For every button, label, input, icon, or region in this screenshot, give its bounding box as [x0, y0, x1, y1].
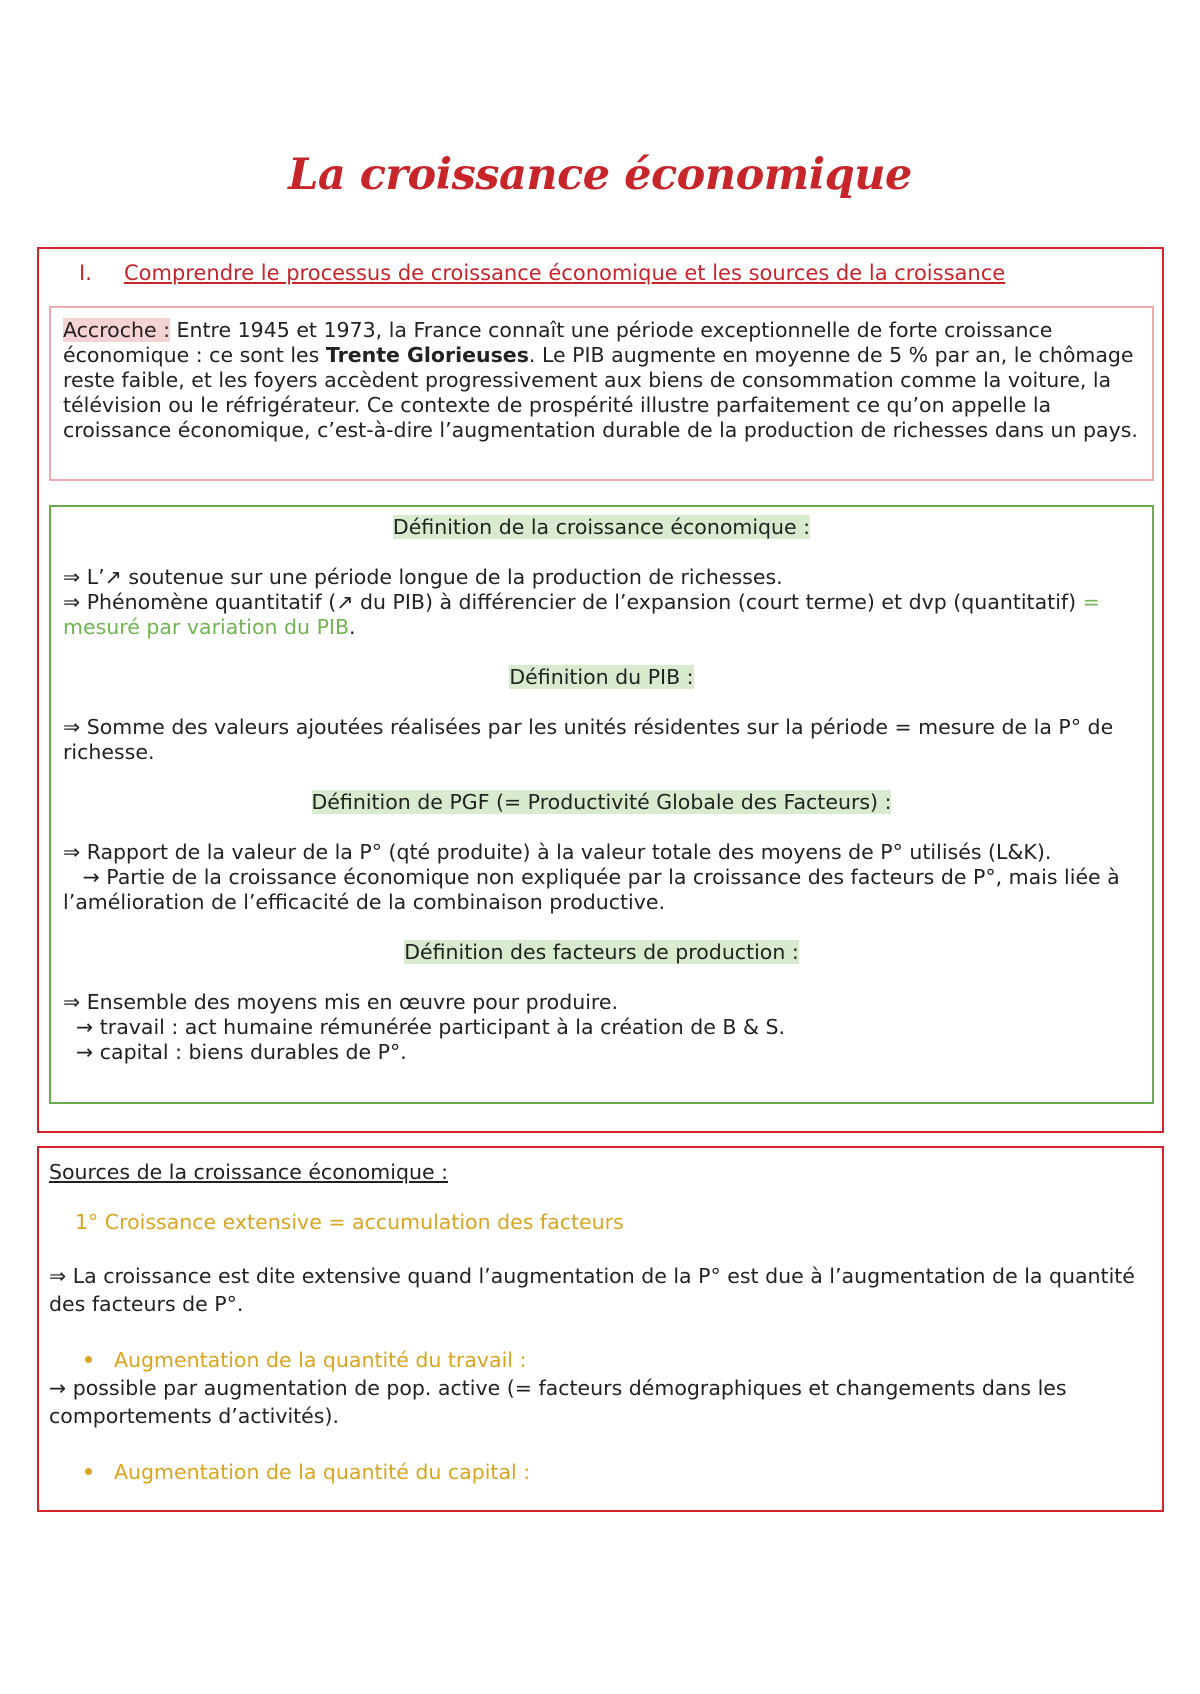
- def-croissance-line1: ⇒ L’↗ soutenue sur une période longue de la production de richesses.: [63, 565, 783, 589]
- page-title: La croissance économique: [288, 150, 912, 200]
- sources-subheading: 1° Croissance extensive = accumulation des facteurs: [75, 1210, 624, 1234]
- def-facteurs-line3: → capital : biens durables de P°.: [63, 1040, 407, 1064]
- def-pib-title-row: [63, 665, 1140, 690]
- def-pgf-title-row: [63, 790, 1140, 815]
- bullet-capital: Augmentation de la quantité du capital :: [114, 1460, 531, 1484]
- def-facteurs-line1: ⇒ Ensemble des moyens mis en œuvre pour produire.: [63, 990, 619, 1014]
- def-croissance-line2-row: [63, 590, 1140, 640]
- sources-line1: ⇒ La croissance est dite extensive quand l’augmentation de la P° est due à l’augmentation de la quantité des facteurs de P°.: [49, 1264, 1135, 1316]
- bullet-dot: [85, 1356, 92, 1363]
- section-number: I.: [79, 261, 92, 285]
- accroche-bold: Trente Glorieuses: [325, 343, 529, 367]
- accroche-text-2: . Le PIB augmente en moyenne de 5 % par an, le chômage reste faible, et les foyers accèdent progressivement aux biens de consommation comme la voiture, la télévision ou le réfrigérateur. Ce contexte de prospérité illustre parfaitement ce qu’on appelle la croissance économique, c’est-à-dire l’augmentation durable de la production de richesses dans un pays.: [63, 343, 1138, 442]
- def-croissance-title-row: [63, 515, 1140, 540]
- sources-heading: Sources de la croissance économique :: [49, 1160, 448, 1184]
- accroche-label: Accroche :: [63, 318, 171, 342]
- bullet-capital-row: [49, 1458, 1154, 1486]
- def-pgf-line1: ⇒ Rapport de la valeur de la P° (qté produite) à la valeur totale des moyens de P° utilisés (L&K).: [63, 840, 1052, 864]
- bullet-travail: Augmentation de la quantité du travail :: [114, 1348, 527, 1372]
- def-pgf-title: Définition de PGF (= Productivité Globale des Facteurs) :: [311, 790, 892, 814]
- bullet-travail-text: → possible par augmentation de pop. active (= facteurs démographiques et changements dans les comportements d’activités).: [49, 1376, 1067, 1428]
- accroche-text-1: Entre 1945 et 1973, la France connaît une période exceptionnelle de forte croissance économique : ce sont les: [63, 318, 1053, 367]
- section-title: Comprendre le processus de croissance économique et les sources de la croissance: [124, 261, 1006, 285]
- def-croissance-line2-green: = mesuré par variation du PIB: [63, 590, 1100, 639]
- definitions-box: [49, 505, 1154, 1104]
- sources-content: [49, 1158, 1154, 1486]
- def-facteurs-line2: → travail : act humaine rémunérée participant à la création de B & S.: [63, 1015, 786, 1039]
- def-croissance-line2: ⇒ Phénomène quantitatif (↗ du PIB) à différencier de l’expansion (court terme) et dvp (quantitatif): [63, 590, 1083, 614]
- def-pib-title: Définition du PIB :: [509, 665, 694, 689]
- def-croissance-title: Définition de la croissance économique :: [392, 515, 811, 539]
- accroche-paragraph: [63, 318, 1140, 443]
- def-pgf-line2: → Partie de la croissance économique non expliquée par la croissance des facteurs de P°, mais liée à l’amélioration de l’efficacité de la combinaison productive.: [63, 865, 1127, 914]
- bullet-travail-row: [49, 1346, 1154, 1374]
- def-facteurs-title: Définition des facteurs de production :: [404, 940, 799, 964]
- def-facteurs-title-row: [63, 940, 1140, 965]
- accroche-box: [49, 306, 1154, 481]
- section-1-heading: [79, 261, 1005, 285]
- bullet-dot: [85, 1468, 92, 1475]
- def-pib-line1: ⇒ Somme des valeurs ajoutées réalisées par les unités résidentes sur la période = mesure de la P° de richesse.: [63, 715, 1114, 764]
- section-2-box: [37, 1146, 1164, 1512]
- def-croissance-line2-end: .: [349, 615, 356, 639]
- section-1-box: [37, 247, 1164, 1133]
